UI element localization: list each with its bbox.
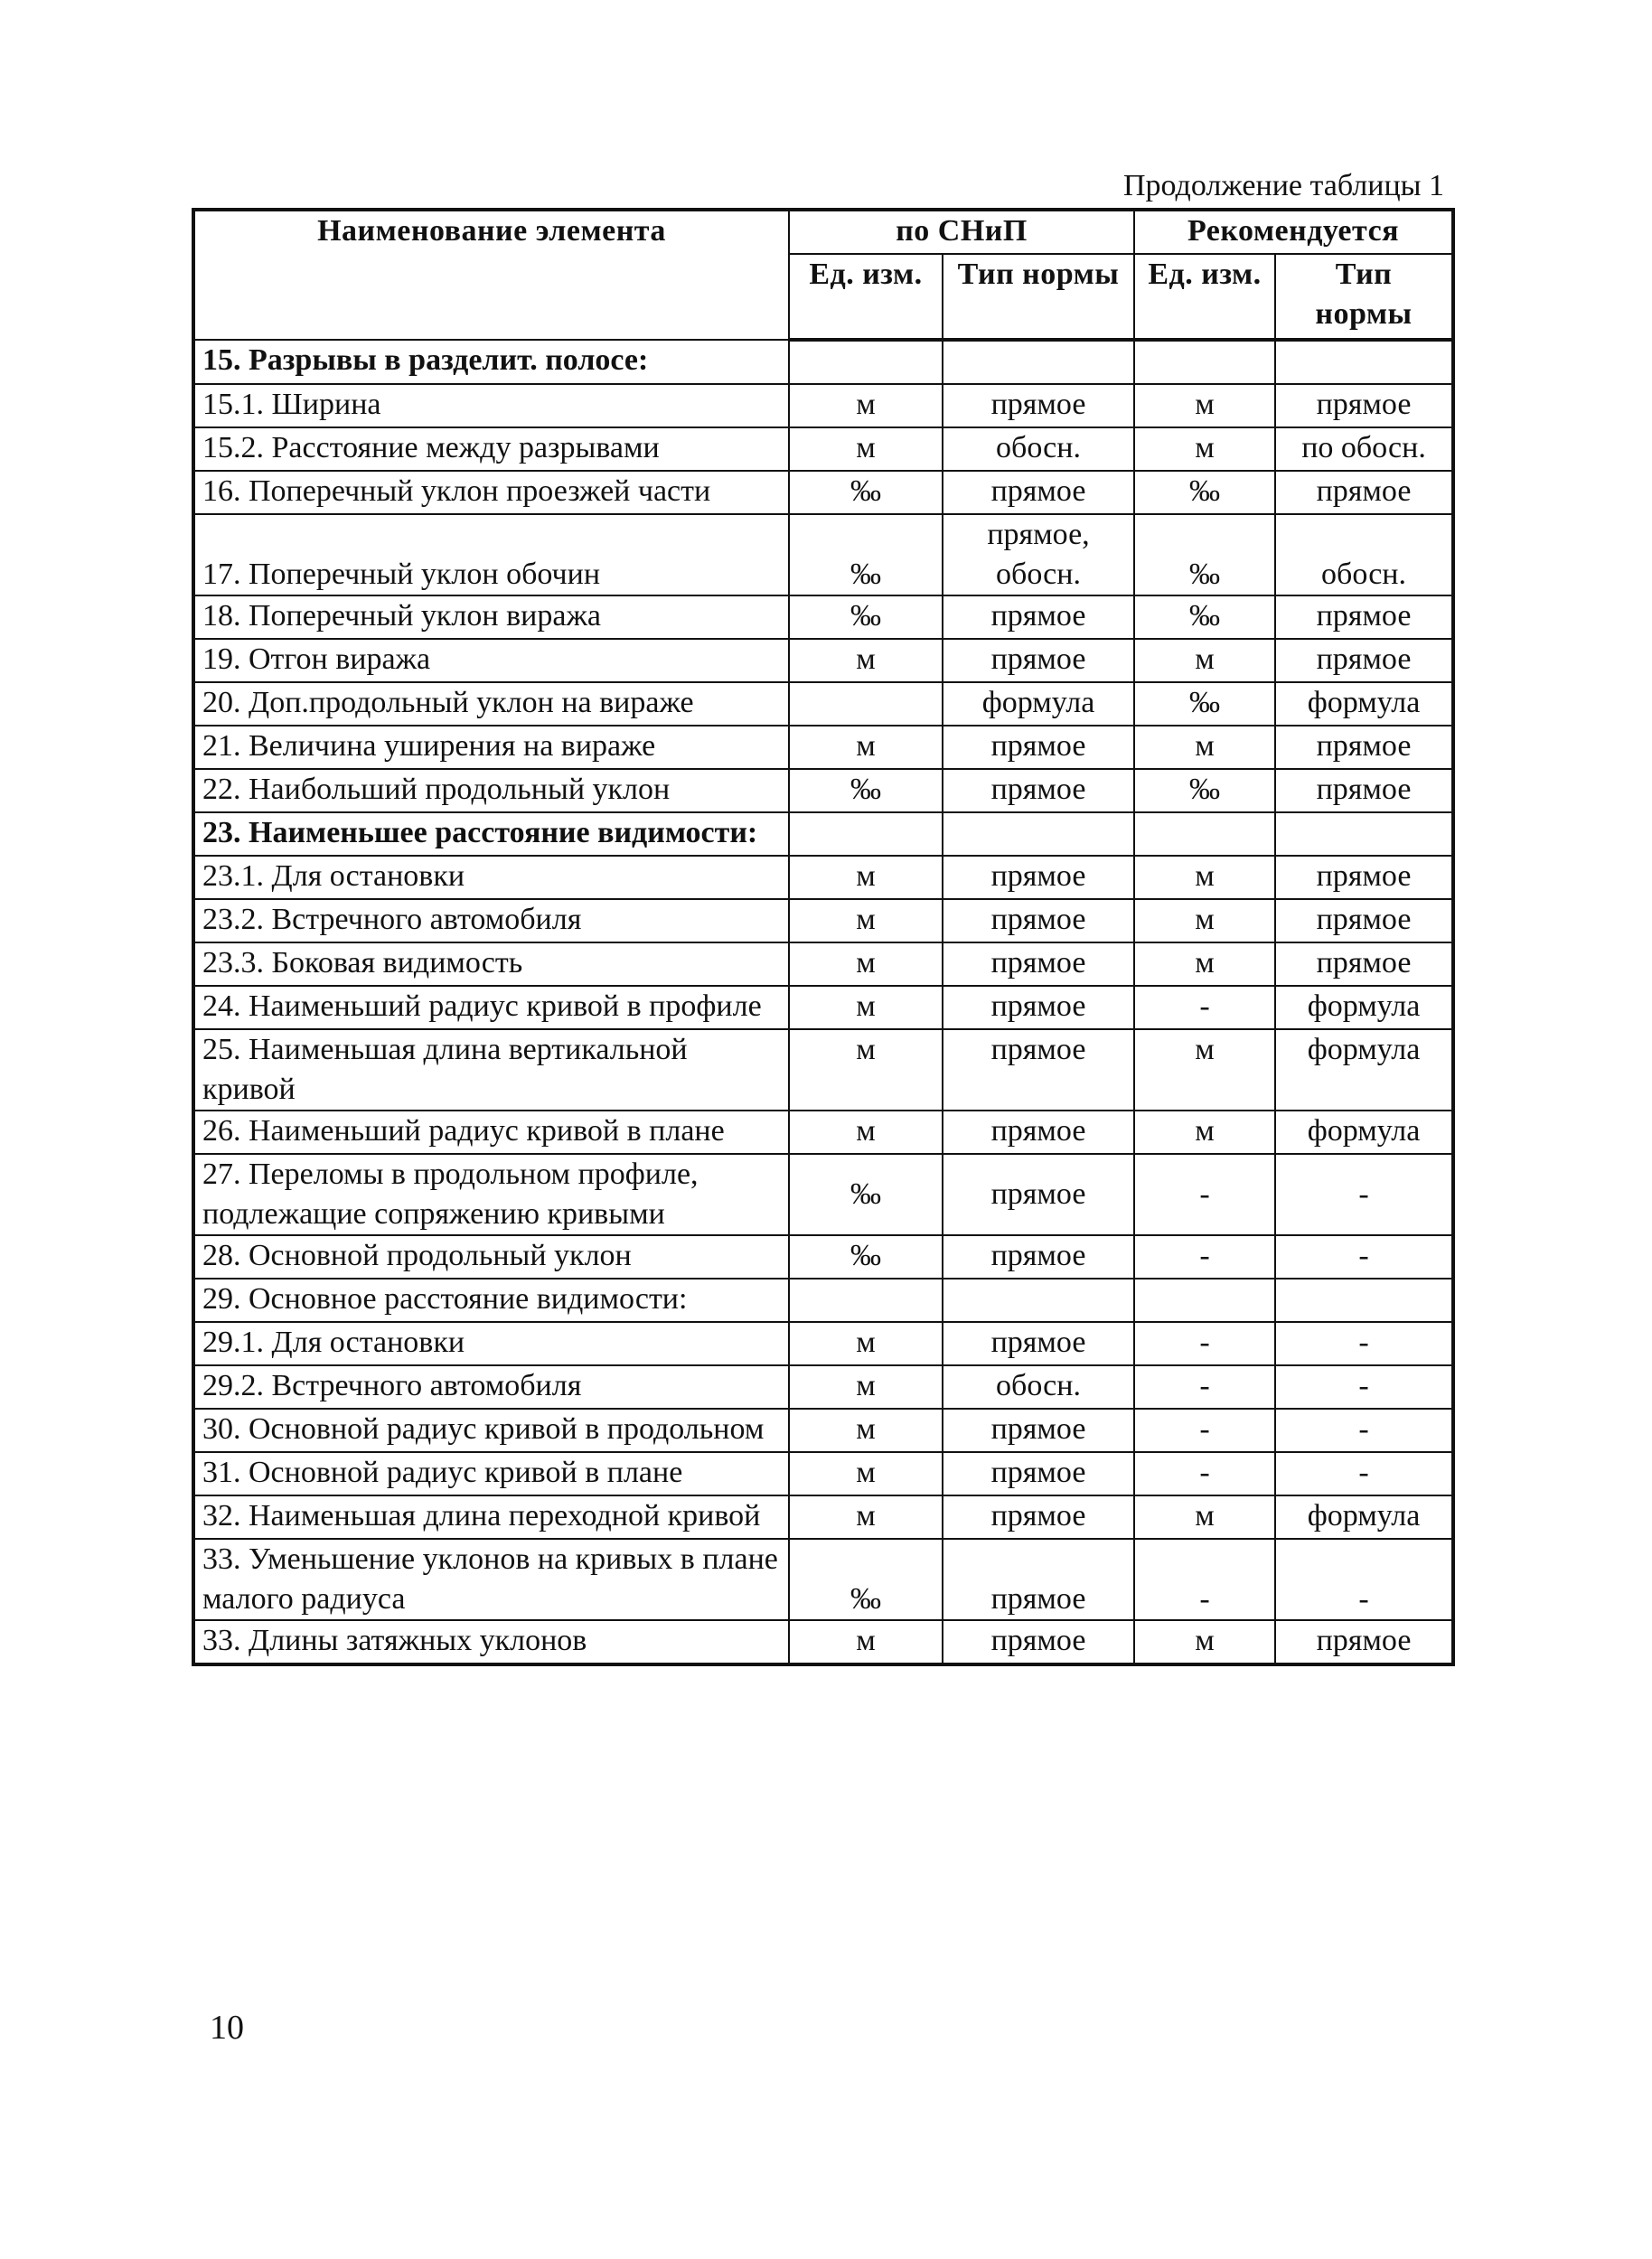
cell-recommended-unit: -: [1134, 1322, 1275, 1365]
cell-recommended-unit: м: [1134, 384, 1275, 427]
cell-snip-norm-type: прямое: [943, 471, 1134, 514]
table-row: [193, 384, 1453, 427]
cell-snip-unit: ‰: [789, 471, 943, 514]
cell-snip-norm-type: обосн.: [943, 427, 1134, 471]
cell-snip-norm-type: формула: [943, 682, 1134, 726]
cell-snip-unit: м: [789, 856, 943, 899]
header-group-snip: по СНиП: [789, 210, 1134, 254]
cell-element-name: 20. Доп.продольный уклон на вираже: [193, 682, 789, 726]
cell-recommended-unit: ‰: [1134, 471, 1275, 514]
cell-recommended-unit: -: [1134, 1365, 1275, 1409]
cell-recommended-unit: -: [1134, 986, 1275, 1029]
cell-recommended-unit: -: [1134, 1235, 1275, 1279]
table-row: [193, 1235, 1453, 1279]
cell-recommended-norm-type: [1275, 1279, 1453, 1322]
cell-snip-norm-type: прямое: [943, 942, 1134, 986]
cell-recommended-unit: -: [1134, 1409, 1275, 1452]
table-row: [193, 812, 1453, 856]
cell-recommended-unit: м: [1134, 942, 1275, 986]
cell-recommended-norm-type: формула: [1275, 1495, 1453, 1539]
cell-recommended-norm-type: прямое: [1275, 726, 1453, 769]
cell-snip-unit: м: [789, 384, 943, 427]
cell-recommended-norm-type: прямое: [1275, 639, 1453, 682]
cell-element-name: 30. Основной радиус кривой в продольном: [193, 1409, 789, 1452]
cell-element-name: 21. Величина уширения на вираже: [193, 726, 789, 769]
cell-snip-norm-type: прямое: [943, 1495, 1134, 1539]
table-row: [193, 1409, 1453, 1452]
cell-element-name: 33. Длины затяжных уклонов: [193, 1620, 789, 1664]
cell-snip-norm-type: [943, 812, 1134, 856]
cell-snip-norm-type: прямое: [943, 856, 1134, 899]
cell-element-name: 24. Наименьший радиус кривой в профиле: [193, 986, 789, 1029]
table-row: [193, 682, 1453, 726]
table-row: [193, 1029, 1453, 1111]
table-row: [193, 726, 1453, 769]
cell-snip-norm-type: обосн.: [943, 1365, 1134, 1409]
header-group-recommended: Рекомендуется: [1134, 210, 1453, 254]
cell-recommended-norm-type: по обосн.: [1275, 427, 1453, 471]
cell-recommended-norm-type: формула: [1275, 682, 1453, 726]
cell-recommended-unit: м: [1134, 1111, 1275, 1154]
cell-snip-unit: м: [789, 1111, 943, 1154]
cell-element-name: 33. Уменьшение уклонов на кривых в плане малого радиуса: [193, 1539, 789, 1620]
cell-element-name: 23.1. Для остановки: [193, 856, 789, 899]
cell-snip-unit: м: [789, 899, 943, 942]
table-row: [193, 340, 1453, 384]
table-row: [193, 769, 1453, 812]
cell-snip-unit: м: [789, 1029, 943, 1111]
table-row: [193, 1452, 1453, 1495]
cell-recommended-unit: ‰: [1134, 595, 1275, 639]
cell-recommended-norm-type: прямое: [1275, 595, 1453, 639]
cell-recommended-norm-type: [1275, 812, 1453, 856]
cell-snip-norm-type: прямое: [943, 1111, 1134, 1154]
cell-snip-norm-type: [943, 340, 1134, 384]
page-number: 10: [210, 2009, 244, 2047]
table-body: [193, 340, 1453, 1664]
cell-snip-unit: ‰: [789, 769, 943, 812]
cell-recommended-unit: м: [1134, 639, 1275, 682]
cell-snip-unit: м: [789, 1409, 943, 1452]
table-row: [193, 1365, 1453, 1409]
cell-recommended-unit: ‰: [1134, 682, 1275, 726]
cell-snip-unit: м: [789, 1322, 943, 1365]
table-row: [193, 514, 1453, 595]
table-row: [193, 1539, 1453, 1620]
cell-snip-unit: м: [789, 1452, 943, 1495]
cell-snip-norm-type: прямое: [943, 769, 1134, 812]
cell-element-name: 23.3. Боковая видимость: [193, 942, 789, 986]
cell-recommended-norm-type: -: [1275, 1409, 1453, 1452]
cell-snip-unit: ‰: [789, 595, 943, 639]
cell-element-name: 19. Отгон виража: [193, 639, 789, 682]
cell-snip-norm-type: прямое: [943, 1322, 1134, 1365]
cell-snip-norm-type: прямое, обосн.: [943, 514, 1134, 595]
cell-element-name: 22. Наибольший продольный уклон: [193, 769, 789, 812]
cell-recommended-norm-type: -: [1275, 1154, 1453, 1235]
table-row: [193, 1495, 1453, 1539]
cell-snip-unit: м: [789, 1495, 943, 1539]
table-row: [193, 856, 1453, 899]
cell-element-name: 23. Наименьшее расстояние видимости:: [193, 812, 789, 856]
cell-recommended-norm-type: прямое: [1275, 471, 1453, 514]
cell-recommended-norm-type: прямое: [1275, 769, 1453, 812]
cell-element-name: 15. Разрывы в разделит. полосе:: [193, 340, 789, 384]
cell-recommended-norm-type: -: [1275, 1235, 1453, 1279]
cell-recommended-norm-type: прямое: [1275, 384, 1453, 427]
cell-recommended-unit: м: [1134, 1029, 1275, 1111]
cell-element-name: 32. Наименьшая длина переходной кривой: [193, 1495, 789, 1539]
cell-recommended-unit: [1134, 340, 1275, 384]
table-row: [193, 899, 1453, 942]
cell-snip-norm-type: прямое: [943, 1539, 1134, 1620]
cell-recommended-unit: м: [1134, 1495, 1275, 1539]
header-recommended-norm-type: Тип нормы: [1275, 254, 1453, 340]
cell-recommended-norm-type: формула: [1275, 1029, 1453, 1111]
cell-snip-unit: м: [789, 942, 943, 986]
cell-snip-unit: [789, 340, 943, 384]
cell-snip-unit: [789, 682, 943, 726]
cell-element-name: 29.1. Для остановки: [193, 1322, 789, 1365]
cell-snip-unit: м: [789, 639, 943, 682]
table-caption: Продолжение таблицы 1: [1122, 169, 1444, 202]
cell-snip-norm-type: прямое: [943, 726, 1134, 769]
table-row: [193, 427, 1453, 471]
cell-snip-unit: м: [789, 1620, 943, 1664]
cell-element-name: 28. Основной продольный уклон: [193, 1235, 789, 1279]
cell-snip-norm-type: прямое: [943, 384, 1134, 427]
norms-table: [192, 208, 1455, 1666]
cell-recommended-unit: -: [1134, 1452, 1275, 1495]
cell-snip-unit: м: [789, 1365, 943, 1409]
cell-element-name: 29. Основное расстояние видимости:: [193, 1279, 789, 1322]
cell-snip-unit: [789, 812, 943, 856]
cell-snip-norm-type: прямое: [943, 639, 1134, 682]
cell-snip-unit: м: [789, 986, 943, 1029]
cell-recommended-unit: -: [1134, 1539, 1275, 1620]
cell-recommended-norm-type: -: [1275, 1452, 1453, 1495]
cell-element-name: 31. Основной радиус кривой в плане: [193, 1452, 789, 1495]
cell-recommended-norm-type: прямое: [1275, 942, 1453, 986]
cell-element-name: 15.2. Расстояние между разрывами: [193, 427, 789, 471]
cell-snip-norm-type: прямое: [943, 1235, 1134, 1279]
cell-snip-unit: ‰: [789, 1154, 943, 1235]
cell-recommended-unit: [1134, 1279, 1275, 1322]
cell-recommended-norm-type: прямое: [1275, 1620, 1453, 1664]
cell-recommended-norm-type: формула: [1275, 1111, 1453, 1154]
cell-element-name: 16. Поперечный уклон проезжей части: [193, 471, 789, 514]
cell-element-name: 29.2. Встречного автомобиля: [193, 1365, 789, 1409]
cell-snip-norm-type: прямое: [943, 595, 1134, 639]
cell-recommended-unit: ‰: [1134, 769, 1275, 812]
table-row: [193, 986, 1453, 1029]
cell-recommended-unit: м: [1134, 899, 1275, 942]
cell-recommended-unit: ‰: [1134, 514, 1275, 595]
table-row: [193, 471, 1453, 514]
cell-element-name: 17. Поперечный уклон обочин: [193, 514, 789, 595]
cell-recommended-norm-type: -: [1275, 1365, 1453, 1409]
header-snip-norm-type: Тип нормы: [943, 254, 1134, 340]
cell-snip-unit: м: [789, 726, 943, 769]
table-row: [193, 1154, 1453, 1235]
cell-recommended-unit: м: [1134, 427, 1275, 471]
cell-snip-norm-type: прямое: [943, 899, 1134, 942]
cell-recommended-unit: -: [1134, 1154, 1275, 1235]
cell-snip-norm-type: [943, 1279, 1134, 1322]
cell-recommended-norm-type: [1275, 340, 1453, 384]
cell-element-name: 27. Переломы в продольном профиле, подлежащие сопряжению кривыми: [193, 1154, 789, 1235]
table-row: [193, 1322, 1453, 1365]
cell-snip-norm-type: прямое: [943, 1029, 1134, 1111]
cell-element-name: 25. Наименьшая длина вертикальной кривой: [193, 1029, 789, 1111]
cell-snip-unit: ‰: [789, 1235, 943, 1279]
cell-snip-norm-type: прямое: [943, 1452, 1134, 1495]
cell-recommended-unit: м: [1134, 1620, 1275, 1664]
cell-snip-unit: ‰: [789, 1539, 943, 1620]
cell-recommended-norm-type: прямое: [1275, 899, 1453, 942]
cell-recommended-norm-type: обосн.: [1275, 514, 1453, 595]
cell-snip-unit: ‰: [789, 514, 943, 595]
header-element-name: Наименование элемента: [193, 210, 789, 340]
header-recommended-unit: Ед. изм.: [1134, 254, 1275, 340]
cell-element-name: 26. Наименьший радиус кривой в плане: [193, 1111, 789, 1154]
header-snip-unit: Ед. изм.: [789, 254, 943, 340]
table-row: [193, 1111, 1453, 1154]
cell-recommended-unit: м: [1134, 726, 1275, 769]
table-row: [193, 639, 1453, 682]
table-row: [193, 1620, 1453, 1664]
cell-recommended-unit: м: [1134, 856, 1275, 899]
table-row: [193, 942, 1453, 986]
cell-recommended-unit: [1134, 812, 1275, 856]
cell-snip-norm-type: прямое: [943, 986, 1134, 1029]
table-row: [193, 595, 1453, 639]
table-row: [193, 1279, 1453, 1322]
cell-snip-norm-type: прямое: [943, 1409, 1134, 1452]
cell-recommended-norm-type: -: [1275, 1539, 1453, 1620]
cell-recommended-norm-type: -: [1275, 1322, 1453, 1365]
cell-recommended-norm-type: формула: [1275, 986, 1453, 1029]
cell-snip-unit: м: [789, 427, 943, 471]
cell-snip-norm-type: прямое: [943, 1620, 1134, 1664]
cell-element-name: 23.2. Встречного автомобиля: [193, 899, 789, 942]
cell-element-name: 15.1. Ширина: [193, 384, 789, 427]
cell-element-name: 18. Поперечный уклон виража: [193, 595, 789, 639]
cell-snip-unit: [789, 1279, 943, 1322]
cell-snip-norm-type: прямое: [943, 1154, 1134, 1235]
cell-recommended-norm-type: прямое: [1275, 856, 1453, 899]
